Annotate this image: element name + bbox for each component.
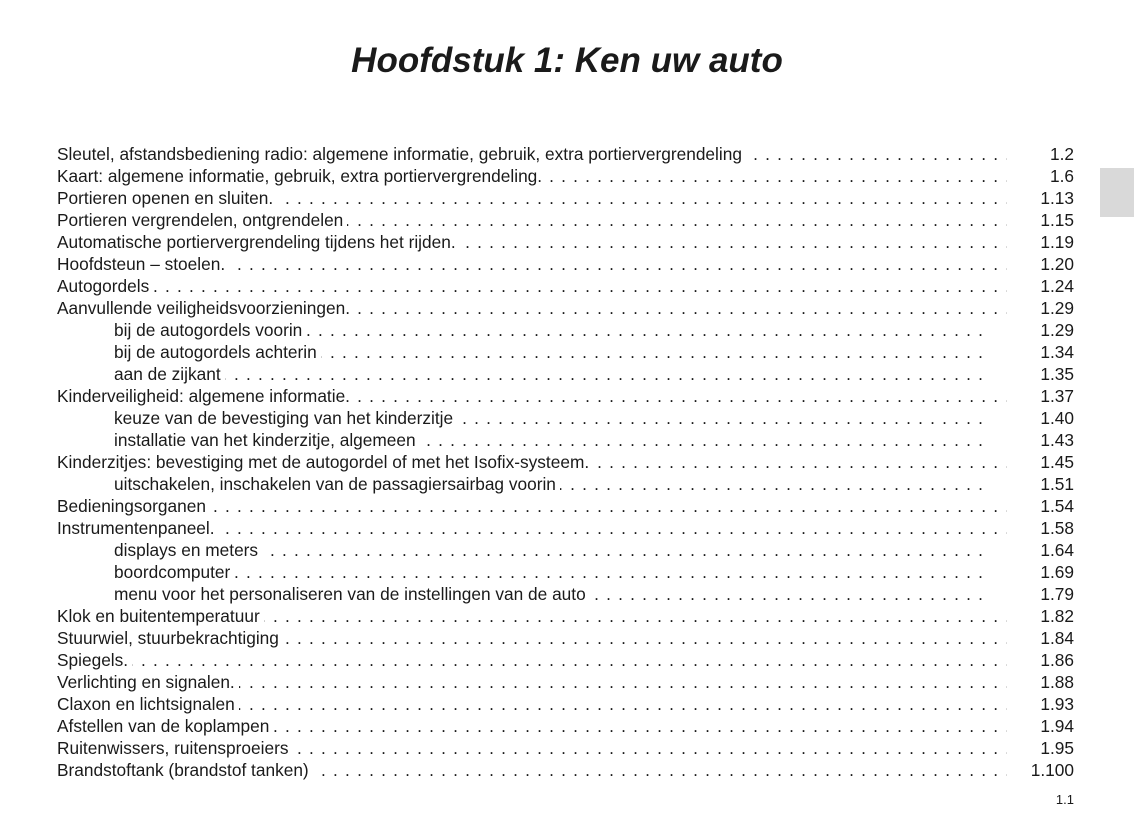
table-of-contents <box>57 143 1074 781</box>
page-title: Hoofdstuk 1: Ken uw auto <box>351 41 783 81</box>
toc-entry-page: 1.54 <box>1040 496 1074 516</box>
toc-entry-title: Portieren vergrendelen, ontgrendelen <box>57 210 347 230</box>
toc-entry-page: 1.35 <box>1040 364 1074 384</box>
toc-entry-page: 1.100 <box>1030 760 1074 780</box>
toc-dot-leader <box>57 385 1007 407</box>
toc-dot-leader <box>57 693 1007 715</box>
toc-dot-leader <box>57 451 1007 473</box>
toc-entry[interactable] <box>57 759 1074 781</box>
toc-dot-leader <box>57 649 1007 671</box>
toc-dot-leader <box>57 187 1007 209</box>
toc-entry-page: 1.51 <box>1040 474 1074 494</box>
toc-entry-page: 1.19 <box>1040 232 1074 252</box>
toc-entry-page: 1.45 <box>1040 452 1074 472</box>
toc-entry[interactable] <box>57 649 1074 671</box>
toc-entry-page: 1.2 <box>1049 144 1074 164</box>
toc-dot-leader <box>57 231 1007 253</box>
toc-entry[interactable] <box>57 715 1074 737</box>
toc-entry-title: Afstellen van de koplampen <box>57 716 273 736</box>
toc-dot-leader <box>57 495 1007 517</box>
toc-entry[interactable] <box>57 165 1074 187</box>
toc-subentry[interactable] <box>57 341 1074 363</box>
toc-dot-leader <box>57 627 1007 649</box>
toc-entry-title: Ruitenwissers, ruitensproeiers <box>57 738 292 758</box>
toc-entry[interactable] <box>57 517 1074 539</box>
toc-entry-title: Brandstoftank (brandstof tanken) <box>57 760 313 780</box>
toc-entry[interactable] <box>57 187 1074 209</box>
toc-entry-title: boordcomputer <box>114 562 234 582</box>
toc-entry-title: menu voor het personaliseren van de instellingen van de auto <box>114 584 590 604</box>
toc-entry-title: installatie van het kinderzitje, algemeen <box>114 430 420 450</box>
toc-entry[interactable] <box>57 495 1074 517</box>
toc-entry[interactable] <box>57 693 1074 715</box>
toc-entry[interactable] <box>57 253 1074 275</box>
toc-entry[interactable] <box>57 209 1074 231</box>
toc-entry-title: Bedieningsorganen <box>57 496 210 516</box>
toc-dot-leader <box>114 473 987 495</box>
toc-entry[interactable] <box>57 627 1074 649</box>
toc-subentry[interactable] <box>57 583 1074 605</box>
toc-dot-leader <box>57 165 1007 187</box>
toc-entry-page: 1.13 <box>1040 188 1074 208</box>
toc-entry-page: 1.43 <box>1040 430 1074 450</box>
toc-entry-page: 1.24 <box>1040 276 1074 296</box>
toc-entry[interactable] <box>57 275 1074 297</box>
toc-entry-page: 1.29 <box>1040 320 1074 340</box>
toc-entry-page: 1.15 <box>1040 210 1074 230</box>
toc-entry[interactable] <box>57 143 1074 165</box>
toc-dot-leader <box>57 737 1007 759</box>
toc-entry[interactable] <box>57 385 1074 407</box>
toc-entry-page: 1.29 <box>1040 298 1074 318</box>
toc-dot-leader <box>114 429 987 451</box>
toc-entry-page: 1.34 <box>1040 342 1074 362</box>
toc-dot-leader <box>57 517 1007 539</box>
toc-subentry[interactable] <box>57 407 1074 429</box>
toc-entry-page: 1.69 <box>1040 562 1074 582</box>
toc-entry-title: keuze van de bevestiging van het kinderzitje <box>114 408 457 428</box>
toc-entry-title: Automatische portiervergrendeling tijdens het rijden. <box>57 232 460 252</box>
toc-entry-title: Kinderveiligheid: algemene informatie. <box>57 386 354 406</box>
page-number: 1.1 <box>1055 792 1074 807</box>
toc-entry-page: 1.20 <box>1040 254 1074 274</box>
toc-entry-title: Verlichting en signalen. <box>57 672 239 692</box>
toc-entry-title: displays en meters <box>114 540 262 560</box>
toc-entry[interactable] <box>57 451 1074 473</box>
toc-entry-title: Autogordels <box>57 276 153 296</box>
toc-entry-title: Klok en buitentemperatuur <box>57 606 264 626</box>
toc-entry[interactable] <box>57 605 1074 627</box>
toc-entry-title: uitschakelen, inschakelen van de passagiersairbag voorin <box>114 474 560 494</box>
toc-entry-title: Kinderzitjes: bevestiging met de autogordel of met het Isofix-systeem. <box>57 452 593 472</box>
toc-entry-page: 1.40 <box>1040 408 1074 428</box>
toc-entry-page: 1.58 <box>1040 518 1074 538</box>
toc-entry-title: Kaart: algemene informatie, gebruik, extra portiervergrendeling. <box>57 166 546 186</box>
toc-entry-page: 1.86 <box>1040 650 1074 670</box>
toc-entry-page: 1.88 <box>1040 672 1074 692</box>
toc-entry-title: Aanvullende veiligheidsvoorzieningen. <box>57 298 354 318</box>
toc-entry-page: 1.6 <box>1049 166 1074 186</box>
toc-entry-title: bij de autogordels voorin <box>114 320 306 340</box>
toc-dot-leader <box>114 341 987 363</box>
toc-entry-page: 1.82 <box>1040 606 1074 626</box>
toc-dot-leader <box>114 407 987 429</box>
toc-dot-leader <box>114 561 987 583</box>
toc-dot-leader <box>57 715 1007 737</box>
toc-entry[interactable] <box>57 297 1074 319</box>
toc-entry-title: Spiegels. <box>57 650 132 670</box>
toc-entry-page: 1.37 <box>1040 386 1074 406</box>
toc-entry-title: bij de autogordels achterin <box>114 342 321 362</box>
toc-subentry[interactable] <box>57 319 1074 341</box>
toc-dot-leader <box>57 209 1007 231</box>
toc-dot-leader <box>57 275 1007 297</box>
toc-entry[interactable] <box>57 671 1074 693</box>
toc-dot-leader <box>57 297 1007 319</box>
toc-entry-title: Instrumentenpaneel. <box>57 518 219 538</box>
toc-dot-leader <box>57 671 1007 693</box>
toc-entry-title: Portieren openen en sluiten. <box>57 188 277 208</box>
toc-dot-leader <box>57 759 1007 781</box>
toc-entry-title: Sleutel, afstandsbediening radio: algemene informatie, gebruik, extra portiervergrendeling <box>57 144 746 164</box>
toc-dot-leader <box>114 539 987 561</box>
toc-dot-leader <box>114 583 987 605</box>
toc-entry-page: 1.94 <box>1040 716 1074 736</box>
toc-dot-leader <box>114 363 987 385</box>
chapter-side-tab <box>1100 168 1134 217</box>
toc-dot-leader <box>57 253 1007 275</box>
toc-dot-leader <box>114 319 987 341</box>
toc-entry-title: Claxon en lichtsignalen <box>57 694 239 714</box>
toc-subentry[interactable] <box>57 539 1074 561</box>
toc-entry-title: Hoofdsteun – stoelen. <box>57 254 229 274</box>
toc-entry[interactable] <box>57 231 1074 253</box>
toc-entry-page: 1.64 <box>1040 540 1074 560</box>
toc-dot-leader <box>57 605 1007 627</box>
toc-dot-leader <box>57 143 1007 165</box>
toc-subentry[interactable] <box>57 363 1074 385</box>
toc-entry[interactable] <box>57 737 1074 759</box>
toc-entry-page: 1.93 <box>1040 694 1074 714</box>
toc-subentry[interactable] <box>57 429 1074 451</box>
toc-entry-title: Stuurwiel, stuurbekrachtiging <box>57 628 283 648</box>
toc-entry-page: 1.79 <box>1040 584 1074 604</box>
toc-subentry[interactable] <box>57 473 1074 495</box>
toc-subentry[interactable] <box>57 561 1074 583</box>
toc-entry-page: 1.95 <box>1040 738 1074 758</box>
toc-entry-title: aan de zijkant <box>114 364 225 384</box>
toc-entry-page: 1.84 <box>1040 628 1074 648</box>
